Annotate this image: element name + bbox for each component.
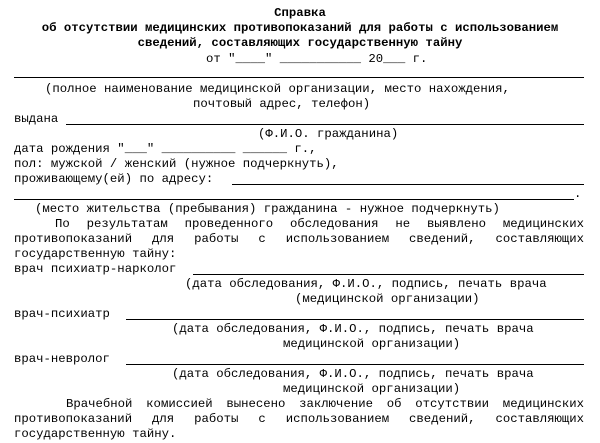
doctor-psychiatrist-field[interactable] — [126, 319, 584, 320]
address-field-line2[interactable] — [14, 199, 574, 200]
doctor-neurologist-field[interactable] — [126, 364, 584, 365]
doctor-psychiatrist-caption2: медицинской организации) — [283, 337, 461, 351]
commission-paragraph-line2: противопоказаний для работы с использованием сведений, составляющих — [14, 412, 584, 426]
address-field-line1[interactable] — [232, 184, 584, 185]
document-title: Справка — [274, 6, 326, 20]
address-label: проживающему(ей) по адресу: — [14, 172, 214, 186]
issued-caption: (Ф.И.О. гражданина) — [258, 127, 399, 141]
doctor-neurologist-label: врач-невролог — [14, 352, 110, 366]
doctor-narcologist-label: врач психиатр-нарколог — [14, 262, 177, 276]
document-subtitle-line1: об отсутствии медицинских противопоказаний для работы с использованием — [41, 21, 559, 35]
issued-name-field[interactable] — [66, 124, 584, 125]
exam-paragraph-line2: противопоказаний для работы с использованием сведений, составляющих — [14, 232, 584, 246]
org-caption-line1: (полное наименование медицинской организации, место нахождения, — [45, 82, 510, 96]
doctor-narcologist-caption2: (медицинской организации) — [295, 292, 480, 306]
address-end-mark: . — [574, 187, 582, 201]
document-subtitle-line2: сведений, составляющих государственную тайну — [137, 36, 463, 50]
org-caption-line2: почтовый адрес, телефон) — [193, 97, 371, 111]
issued-label: выдана — [14, 112, 59, 126]
doctor-neurologist-caption1: (дата обследования, Ф.И.О., подпись, печать врача — [172, 367, 534, 381]
birth-date-line: дата рождения "___" __________ ______ г., — [14, 142, 317, 156]
commission-paragraph-line1: Врачебной комиссией вынесено заключение об отсутствии медицинских — [66, 397, 584, 411]
exam-paragraph-line3: государственную тайну: — [14, 247, 177, 261]
doctor-narcologist-caption1: (дата обследования, Ф.И.О., подпись, печать врача — [185, 277, 547, 291]
commission-paragraph-line3: государственную тайну. — [14, 427, 177, 441]
address-caption: (место жительства (пребывания) гражданина - нужное подчеркнуть) — [35, 202, 500, 216]
doctor-narcologist-field[interactable] — [193, 274, 584, 275]
sex-line: пол: мужской / женский (нужное подчеркнуть), — [14, 157, 339, 171]
doctor-psychiatrist-label: врач-психиатр — [14, 307, 110, 321]
date-line: от "____" ___________ 20___ г. — [206, 52, 428, 66]
doctor-neurologist-caption2: медицинской организации) — [283, 382, 461, 396]
doctor-psychiatrist-caption1: (дата обследования, Ф.И.О., подпись, печать врача — [172, 322, 534, 336]
exam-paragraph-line1: По результатам проведенного обследования не выявлено медицинских — [55, 217, 584, 231]
org-name-field[interactable] — [14, 77, 584, 78]
